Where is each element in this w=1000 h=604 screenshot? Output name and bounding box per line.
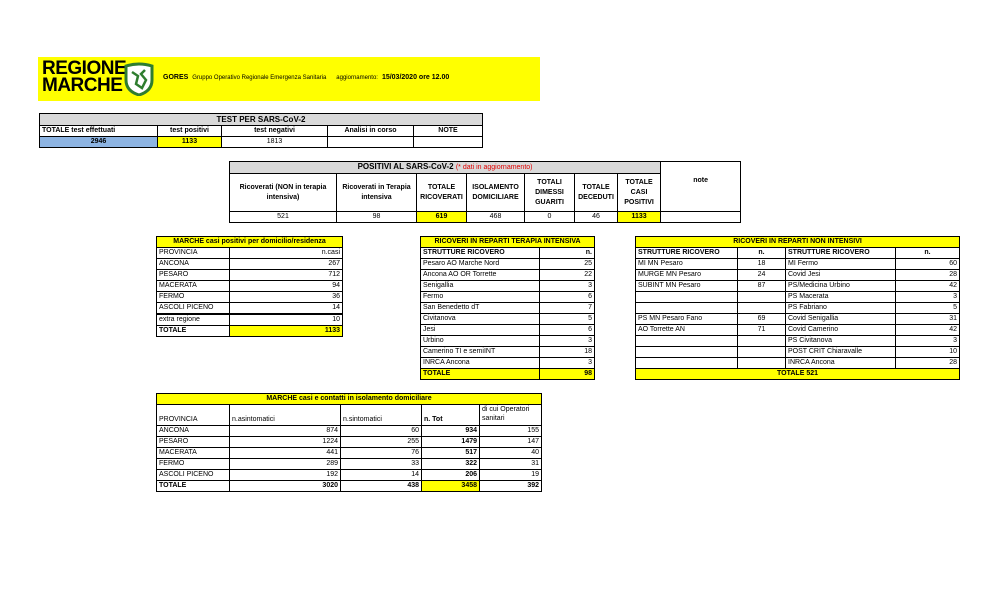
- non-intensivi-struttura-2: POST CRIT Chiaravalle: [786, 347, 896, 358]
- positivi-header-ricoverati-ti: Ricoverati in Terapia intensiva: [337, 174, 417, 212]
- intensiva-row: [421, 292, 595, 303]
- non-intensivi-struttura-2: INRCA Ancona: [786, 358, 896, 369]
- domicilio-ncasi: 94: [230, 281, 343, 292]
- intensiva-row: [421, 325, 595, 336]
- non-intensivi-row: [636, 314, 960, 325]
- positivi-header-deceduti: TOTALE DECEDUTI: [575, 174, 618, 212]
- non-intensivi-row: [636, 358, 960, 369]
- intensiva-struttura: Senigallia: [421, 281, 540, 292]
- isolamento-sintomatici: 255: [341, 437, 422, 448]
- intensiva-n: 3: [540, 358, 595, 369]
- non-intensivi-struttura-2: PS/Medicina Urbino: [786, 281, 896, 292]
- positivi-header-isolamento: ISOLAMENTO DOMICILIARE: [467, 174, 525, 212]
- isolamento-ntot: 517: [422, 448, 480, 459]
- intensiva-struttura: Jesi: [421, 325, 540, 336]
- isolamento-sintomatici: 76: [341, 448, 422, 459]
- test-positivi-value: 1133: [158, 137, 222, 148]
- positivi-value-ricoverati-non-ti: 521: [230, 212, 337, 223]
- test-note-value: [414, 137, 483, 148]
- intensiva-n: 6: [540, 292, 595, 303]
- non-intensivi-header-strutture-1: STRUTTURE RICOVERO: [636, 248, 738, 259]
- intensiva-row: [421, 303, 595, 314]
- non-intensivi-struttura-1: [636, 347, 738, 358]
- isolamento-asintomatici: 1224: [230, 437, 341, 448]
- non-intensivi-row: [636, 347, 960, 358]
- isolamento-operatori: 40: [480, 448, 542, 459]
- non-intensivi-n-2: 5: [896, 303, 960, 314]
- test-header-negativi: test negativi: [222, 126, 328, 137]
- positivi-header-ricoverati-non-ti: Ricoverati (NON in terapia intensiva): [230, 174, 337, 212]
- isolamento-header-operatori: di cui Operatori sanitari: [480, 405, 542, 426]
- non-intensivi-n-1: 24: [738, 270, 786, 281]
- non-intensivi-n-1: [738, 303, 786, 314]
- intensiva-total-value: 98: [540, 369, 595, 380]
- isolamento-ntot: 322: [422, 459, 480, 470]
- non-intensivi-n-2: 10: [896, 347, 960, 358]
- non-intensivi-struttura-1: [636, 292, 738, 303]
- test-header-analisi: Analisi in corso: [328, 126, 414, 137]
- domicilio-total-value: 1133: [230, 326, 343, 337]
- intensiva-struttura: Civitanova: [421, 314, 540, 325]
- test-header-positivi: test positivi: [158, 126, 222, 137]
- isolamento-total-asintomatici: 3020: [230, 481, 341, 492]
- non-intensivi-struttura-1: [636, 358, 738, 369]
- intensiva-n: 3: [540, 281, 595, 292]
- update-value: 15/03/2020 ore 12.00: [381, 74, 450, 81]
- domicilio-header-provincia: PROVINCIA: [157, 248, 230, 259]
- non-intensivi-n-1: 69: [738, 314, 786, 325]
- intensiva-row: [421, 347, 595, 358]
- positivi-header-casi-positivi: TOTALE CASI POSITIVI: [618, 174, 661, 212]
- intensiva-row: [421, 270, 595, 281]
- isolamento-asintomatici: 441: [230, 448, 341, 459]
- domicilio-provincia: MACERATA: [157, 281, 230, 292]
- non-intensivi-n-2: 3: [896, 292, 960, 303]
- test-header-note: NOTE: [414, 126, 483, 137]
- intensiva-n: 18: [540, 347, 595, 358]
- domicilio-ncasi: 14: [230, 303, 343, 314]
- intensiva-row: [421, 336, 595, 347]
- non-intensivi-title: RICOVERI IN REPARTI NON INTENSIVI: [636, 237, 960, 248]
- non-intensivi-struttura-1: [636, 303, 738, 314]
- intensiva-struttura: Pesaro AO Marche Nord: [421, 259, 540, 270]
- non-intensivi-struttura-1: SUBINT MN Pesaro: [636, 281, 738, 292]
- domicilio-ncasi: 36: [230, 292, 343, 303]
- test-analisi-value: [328, 137, 414, 148]
- intensiva-struttura: Urbino: [421, 336, 540, 347]
- test-header-total: TOTALE test effettuati: [40, 126, 158, 137]
- header-banner: [38, 57, 540, 101]
- non-intensivi-struttura-1: MI MN Pesaro: [636, 259, 738, 270]
- non-intensivi-struttura-2: PS Fabriano: [786, 303, 896, 314]
- domicilio-row: [157, 303, 343, 314]
- domicilio-provincia: extra regione: [157, 315, 230, 326]
- intensiva-struttura: Camerino TI e semiINT: [421, 347, 540, 358]
- test-total-value: 2946: [40, 137, 158, 148]
- intensiva-total-label: TOTALE: [421, 369, 540, 380]
- non-intensivi-struttura-1: AO Torrette AN: [636, 325, 738, 336]
- non-intensivi-n-1: [738, 358, 786, 369]
- non-intensivi-n-1: 71: [738, 325, 786, 336]
- test-negativi-value: 1813: [222, 137, 328, 148]
- isolamento-ntot: 206: [422, 470, 480, 481]
- intensiva-struttura: San Benedetto dT: [421, 303, 540, 314]
- non-intensivi-row: [636, 303, 960, 314]
- positivi-title-cell: [230, 162, 661, 174]
- domicilio-table: [156, 236, 343, 337]
- isolamento-sintomatici: 33: [341, 459, 422, 470]
- intensiva-row: [421, 281, 595, 292]
- intensiva-n: 5: [540, 314, 595, 325]
- positivi-header-dimessi: TOTALI DIMESSI GUARITI: [525, 174, 575, 212]
- isolamento-table: [156, 393, 542, 492]
- non-intensivi-header-n-2: n.: [896, 248, 960, 259]
- domicilio-row: [157, 292, 343, 303]
- positivi-header-note: note: [661, 162, 741, 212]
- non-intensivi-n-2: 60: [896, 259, 960, 270]
- isolamento-operatori: 19: [480, 470, 542, 481]
- intensiva-row: [421, 314, 595, 325]
- isolamento-row: [157, 426, 542, 437]
- non-intensivi-n-1: 87: [738, 281, 786, 292]
- positivi-title-note: (* dati in aggiornamento): [455, 164, 533, 171]
- intensiva-n: 7: [540, 303, 595, 314]
- positivi-value-isolamento: 468: [467, 212, 525, 223]
- domicilio-row: [157, 259, 343, 270]
- isolamento-ntot: 1479: [422, 437, 480, 448]
- non-intensivi-header-n-1: n.: [738, 248, 786, 259]
- logo-line2: MARCHE: [42, 75, 123, 96]
- domicilio-total-label: TOTALE: [157, 326, 230, 337]
- update-label: aggiornamento:: [336, 75, 378, 81]
- non-intensivi-n-2: 28: [896, 270, 960, 281]
- isolamento-rows: [157, 426, 542, 481]
- positivi-value-ricoverati-ti: 98: [337, 212, 417, 223]
- isolamento-operatori: 31: [480, 459, 542, 470]
- domicilio-ncasi: 10: [230, 315, 343, 326]
- non-intensivi-struttura-2: Covid Jesi: [786, 270, 896, 281]
- isolamento-header-ntot: n. Tot: [422, 405, 480, 426]
- domicilio-provincia: FERMO: [157, 292, 230, 303]
- isolamento-row: [157, 470, 542, 481]
- intensiva-struttura: INRCA Ancona: [421, 358, 540, 369]
- domicilio-ncasi: 712: [230, 270, 343, 281]
- isolamento-asintomatici: 192: [230, 470, 341, 481]
- non-intensivi-rows: [636, 259, 960, 369]
- test-title: TEST PER SARS-CoV-2: [40, 114, 483, 126]
- isolamento-total-operatori: 392: [480, 481, 542, 492]
- non-intensivi-n-1: 18: [738, 259, 786, 270]
- non-intensivi-struttura-1: MURGE MN Pesaro: [636, 270, 738, 281]
- isolamento-provincia: FERMO: [157, 459, 230, 470]
- isolamento-sintomatici: 60: [341, 426, 422, 437]
- domicilio-provincia: ANCONA: [157, 259, 230, 270]
- domicilio-rows: [157, 259, 343, 326]
- isolamento-operatori: 147: [480, 437, 542, 448]
- isolamento-provincia: MACERATA: [157, 448, 230, 459]
- org-name: Gruppo Operativo Regionale Emergenza Sanitaria: [192, 75, 327, 81]
- domicilio-row: [157, 315, 343, 326]
- intensiva-n: 6: [540, 325, 595, 336]
- non-intensivi-struttura-1: [636, 336, 738, 347]
- regione-marche-logo: [42, 60, 126, 94]
- isolamento-total-ntot: 3458: [422, 481, 480, 492]
- non-intensivi-n-2: 28: [896, 358, 960, 369]
- non-intensivi-row: [636, 325, 960, 336]
- intensiva-title: RICOVERI IN REPARTI TERAPIA INTENSIVA: [421, 237, 595, 248]
- non-intensivi-header-strutture-2: STRUTTURE RICOVERO: [786, 248, 896, 259]
- positivi-value-dimessi: 0: [525, 212, 575, 223]
- non-intensivi-struttura-2: PS Macerata: [786, 292, 896, 303]
- non-intensivi-n-2: 3: [896, 336, 960, 347]
- intensiva-rows: [421, 259, 595, 369]
- non-intensivi-n-1: [738, 292, 786, 303]
- non-intensivi-struttura-2: Covid Camerino: [786, 325, 896, 336]
- logo-line1: REGIONE: [42, 58, 127, 79]
- non-intensivi-row: [636, 281, 960, 292]
- positivi-value-casi-positivi: 1133: [618, 212, 661, 223]
- isolamento-total-sintomatici: 438: [341, 481, 422, 492]
- isolamento-title: MARCHE casi e contatti in isolamento domiciliare: [157, 394, 542, 405]
- intensiva-n: 25: [540, 259, 595, 270]
- non-intensivi-struttura-1: PS MN Pesaro Fano: [636, 314, 738, 325]
- isolamento-ntot: 934: [422, 426, 480, 437]
- intensiva-row: [421, 358, 595, 369]
- regione-marche-emblem-icon: [123, 62, 155, 96]
- non-intensivi-n-2: 31: [896, 314, 960, 325]
- non-intensivi-row: [636, 259, 960, 270]
- non-intensivi-row: [636, 292, 960, 303]
- non-intensivi-row: [636, 336, 960, 347]
- isolamento-header-sintomatici: n.sintomatici: [341, 405, 422, 426]
- intensiva-n: 3: [540, 336, 595, 347]
- isolamento-asintomatici: 874: [230, 426, 341, 437]
- domicilio-row: [157, 270, 343, 281]
- test-table: [39, 113, 483, 148]
- isolamento-header-asintomatici: n.asintomatici: [230, 405, 341, 426]
- non-intensivi-n-2: 42: [896, 281, 960, 292]
- intensiva-struttura: Ancona AO OR Torrette: [421, 270, 540, 281]
- non-intensivi-n-2: 42: [896, 325, 960, 336]
- non-intensivi-n-1: [738, 336, 786, 347]
- intensiva-struttura: Fermo: [421, 292, 540, 303]
- isolamento-row: [157, 459, 542, 470]
- isolamento-asintomatici: 289: [230, 459, 341, 470]
- isolamento-provincia: ASCOLI PICENO: [157, 470, 230, 481]
- non-intensivi-struttura-2: Covid Senigallia: [786, 314, 896, 325]
- gores-line: [163, 74, 449, 81]
- positivi-value-deceduti: 46: [575, 212, 618, 223]
- intensiva-header-n: n.: [540, 248, 595, 259]
- domicilio-header-ncasi: n.casi: [230, 248, 343, 259]
- positivi-header-totale-ricoverati: TOTALE RICOVERATI: [417, 174, 467, 212]
- positivi-table: [229, 161, 741, 223]
- gores-label: GORES: [163, 74, 189, 81]
- domicilio-ncasi: 267: [230, 259, 343, 270]
- domicilio-title: MARCHE casi positivi per domicilio/residenza: [157, 237, 343, 248]
- non-intensivi-struttura-2: PS Civitanova: [786, 336, 896, 347]
- domicilio-provincia: PESARO: [157, 270, 230, 281]
- non-intensivi-row: [636, 270, 960, 281]
- isolamento-header-provincia: PROVINCIA: [157, 405, 230, 426]
- isolamento-operatori: 155: [480, 426, 542, 437]
- isolamento-provincia: ANCONA: [157, 426, 230, 437]
- positivi-value-note: [661, 212, 741, 223]
- intensiva-header-strutture: STRUTTURE RICOVERO: [421, 248, 540, 259]
- domicilio-provincia: ASCOLI PICENO: [157, 303, 230, 314]
- intensiva-table: [420, 236, 595, 380]
- positivi-value-totale-ricoverati: 619: [417, 212, 467, 223]
- intensiva-row: [421, 259, 595, 270]
- isolamento-provincia: PESARO: [157, 437, 230, 448]
- isolamento-sintomatici: 14: [341, 470, 422, 481]
- isolamento-total-label: TOTALE: [157, 481, 230, 492]
- domicilio-row: [157, 281, 343, 292]
- isolamento-row: [157, 437, 542, 448]
- intensiva-n: 22: [540, 270, 595, 281]
- non-intensivi-total: TOTALE 521: [636, 369, 960, 380]
- positivi-title: POSITIVI AL SARS-CoV-2: [357, 162, 454, 171]
- isolamento-row: [157, 448, 542, 459]
- non-intensivi-table: [635, 236, 960, 380]
- non-intensivi-n-1: [738, 347, 786, 358]
- non-intensivi-struttura-2: MI Fermo: [786, 259, 896, 270]
